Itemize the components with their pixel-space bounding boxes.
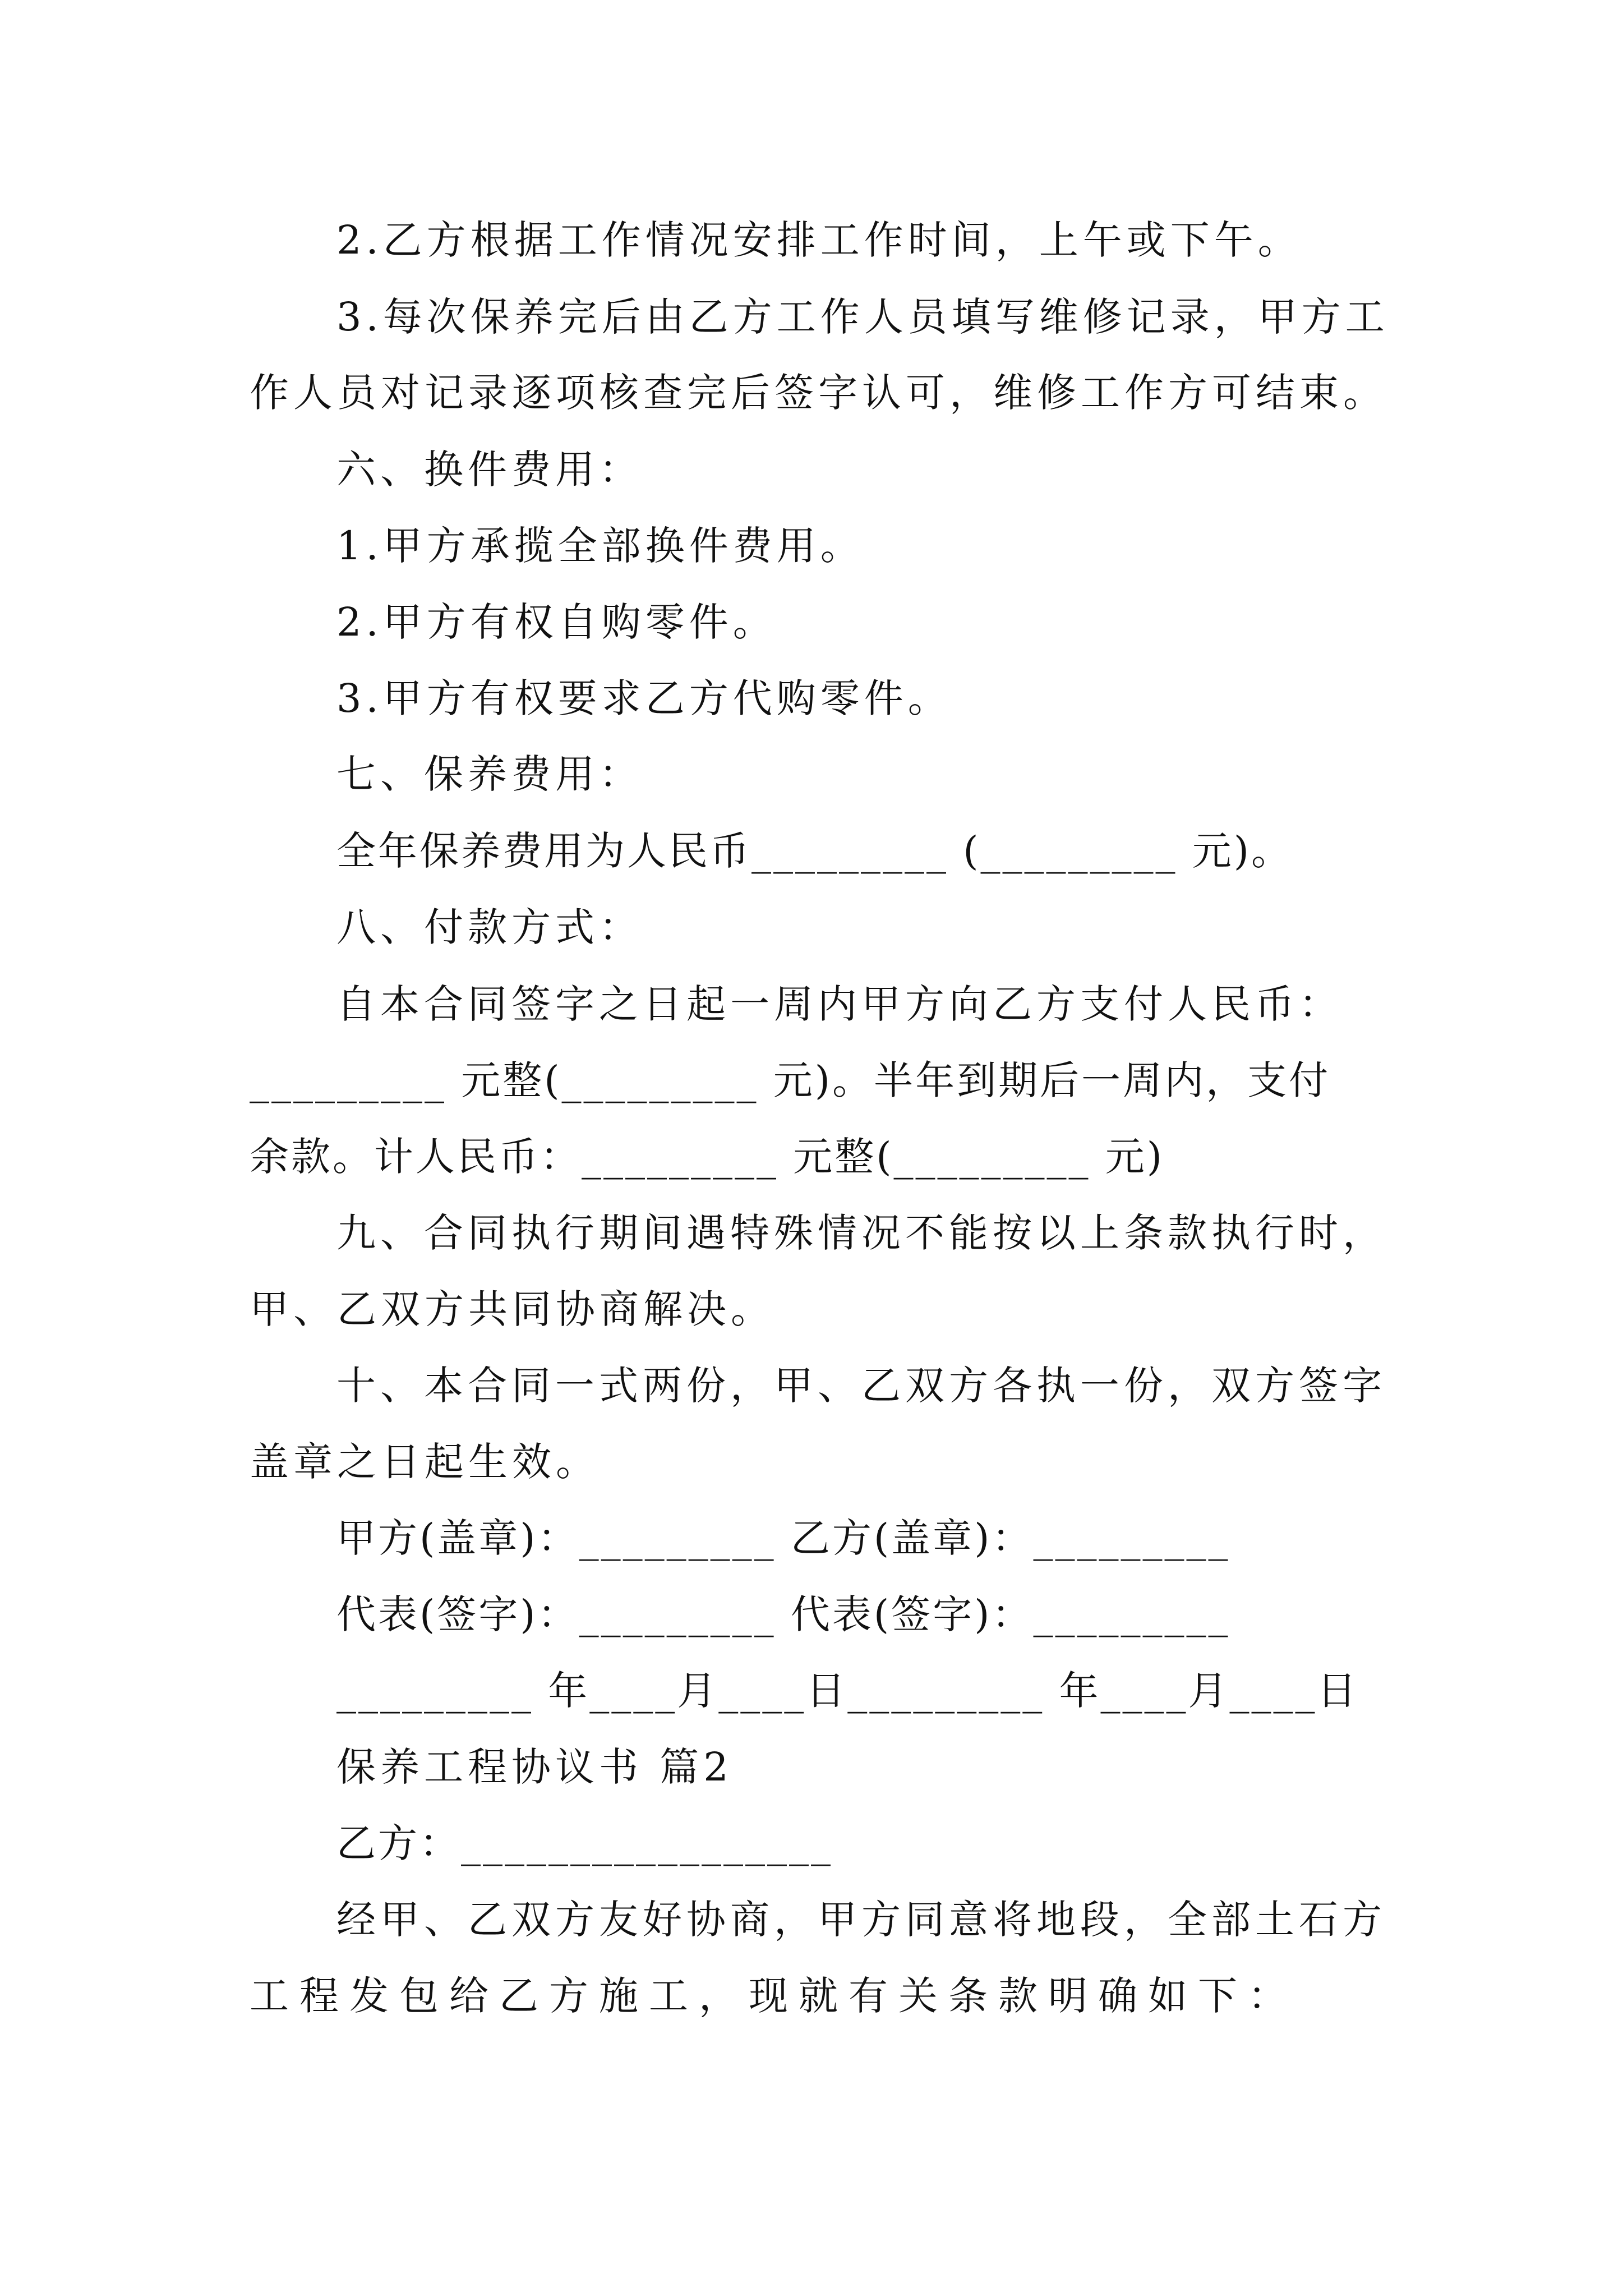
section-heading: 六、换件费用： [336,447,643,493]
paragraph-line: 经甲、乙双方友好协商，甲方同意将地段，全部土石方 [336,1897,1386,1943]
signature-line: 代表(签字)：_________ 代表(签字)：_________ [336,1591,1230,1637]
party-line: 乙方：_________________ [336,1820,833,1866]
paragraph-line: 盖章之日起生效。 [250,1439,600,1485]
paragraph-line: 工程发包给乙方施工，现就有关条款明确如下： [250,1973,1298,2019]
paragraph-line: 2.乙方根据工作情况安排工作时间，上午或下午。 [336,217,1302,263]
paragraph-line: 3.甲方有权要求乙方代购零件。 [336,675,952,721]
paragraph-line: 1.甲方承揽全部换件费用。 [336,523,864,569]
paragraph-line: 余款。计人民币：_________ 元整(_________ 元) [250,1134,1165,1180]
section-heading: 八、付款方式： [336,904,643,950]
section-heading: 七、保养费用： [336,751,643,797]
paragraph-line: 作人员对记录逐项核查完后签字认可，维修工作方可结束。 [250,370,1387,416]
paragraph-line: 九、合同执行期间遇特殊情况不能按以上条款执行时， [336,1210,1386,1256]
paragraph-line: 十、本合同一式两份，甲、乙双方各执一份，双方签字 [336,1363,1386,1409]
paragraph-line: 2.甲方有权自购零件。 [336,599,777,645]
date-line: _________ 年____月____日_________ 年____月____日 [336,1668,1359,1714]
paragraph-line: 全年保养费用为人民币_________ (_________ 元)。 [336,828,1293,874]
paragraph-line: 自本合同签字之日起一周内甲方向乙方支付人民币： [336,981,1343,1027]
paragraph-line: _________ 元整(_________ 元)。半年到期后一周内，支付 [250,1057,1331,1103]
section-title: 保养工程协议书 篇2 [336,1744,733,1790]
paragraph-line: 甲、乙双方共同协商解决。 [250,1286,774,1332]
paragraph-line: 3.每次保养完后由乙方工作人员填写维修记录，甲方工 [336,294,1389,340]
signature-line: 甲方(盖章)：_________ 乙方(盖章)：_________ [336,1515,1230,1561]
